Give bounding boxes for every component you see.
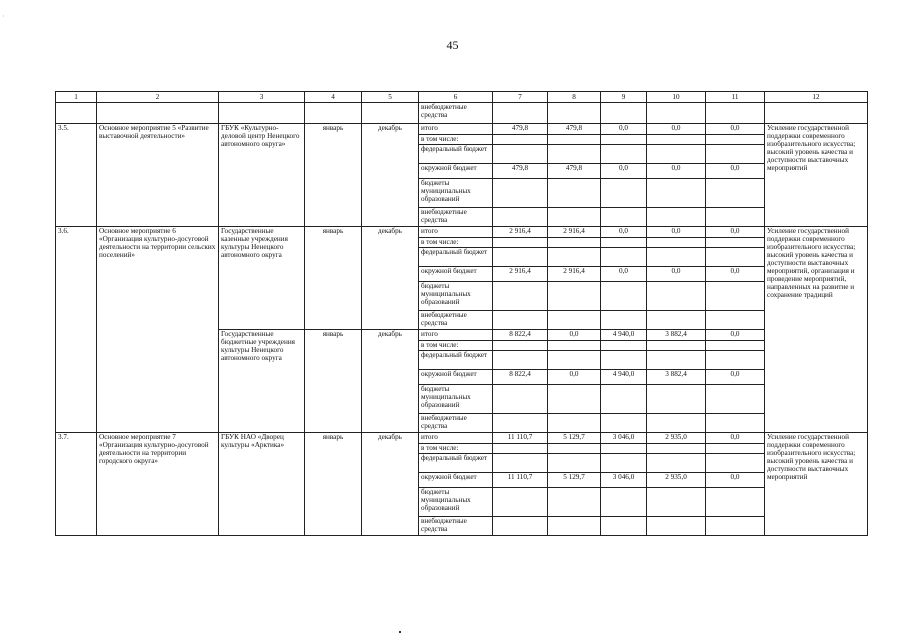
amount-v10 <box>647 282 706 311</box>
executor: ГБУК «Культурно-деловой центр Ненецкого автономного округа» <box>219 124 305 227</box>
activity-number: 3.5. <box>56 124 97 227</box>
funding-source: в том числе: <box>419 238 493 248</box>
amount-v8 <box>548 341 601 351</box>
page-number: 45 <box>446 38 459 52</box>
amount-v7 <box>493 145 548 164</box>
amount-v9 <box>601 179 647 208</box>
amount-v9 <box>601 135 647 145</box>
amount-v8: 0,0 <box>548 370 601 385</box>
empty-cell <box>219 103 305 124</box>
end-month: декабрь <box>362 330 419 433</box>
amount-v11 <box>706 414 765 433</box>
funding-source: итого <box>419 330 493 341</box>
amount-v9 <box>601 208 647 227</box>
amount-v10 <box>647 238 706 248</box>
column-header: 3 <box>219 92 305 103</box>
executor: Государственные бюджетные учреждения культуры Ненецкого автономного округа <box>219 330 305 433</box>
column-header: 6 <box>419 92 493 103</box>
amount-v10: 3 882,4 <box>647 370 706 385</box>
amount-v7: 11 110,7 <box>493 473 548 488</box>
funding-source: в том числе: <box>419 341 493 351</box>
amount-v8: 5 129,7 <box>548 433 601 444</box>
table-row <box>56 433 868 444</box>
funding-source: в том числе: <box>419 444 493 454</box>
amount-v7: 479,8 <box>493 164 548 179</box>
amount-v9 <box>601 145 647 164</box>
amount-v10: 3 882,4 <box>647 330 706 341</box>
funding-source: бюджеты муниципальных образований <box>419 179 493 208</box>
amount-v7: 8 822,4 <box>493 330 548 341</box>
amount-v11 <box>706 517 765 536</box>
amount-v8 <box>548 444 601 454</box>
amount-v11: 0,0 <box>706 124 765 135</box>
amount-v8 <box>548 454 601 473</box>
amount-v9 <box>601 454 647 473</box>
funding-source: федеральный бюджет <box>419 145 493 164</box>
amount-v8 <box>548 282 601 311</box>
end-month: декабрь <box>362 124 419 227</box>
amount-v11: 0,0 <box>706 330 765 341</box>
amount-v10 <box>647 248 706 267</box>
funding-source: окружной бюджет <box>419 473 493 488</box>
amount-v11 <box>706 135 765 145</box>
amount-v11 <box>706 488 765 517</box>
column-header: 2 <box>97 92 219 103</box>
activity-name: Основное мероприятие 5 «Развитие выставочной деятельности» <box>97 124 219 227</box>
funding-source: федеральный бюджет <box>419 248 493 267</box>
empty-cell <box>56 103 97 124</box>
amount-v8: 2 916,4 <box>548 267 601 282</box>
header-row <box>56 92 868 103</box>
column-header: 8 <box>548 92 601 103</box>
amount-v10: 2 935,0 <box>647 433 706 444</box>
amount-v10 <box>647 179 706 208</box>
funding-source: внебюджетные средства <box>419 103 493 124</box>
start-month: январь <box>305 330 362 433</box>
amount-v7: 11 110,7 <box>493 433 548 444</box>
amount-v7 <box>493 135 548 145</box>
column-header: 12 <box>765 92 868 103</box>
empty-cell <box>362 103 419 124</box>
amount-v10 <box>647 454 706 473</box>
amount-v7 <box>493 414 548 433</box>
funding-source: внебюджетные средства <box>419 517 493 536</box>
funding-source: федеральный бюджет <box>419 454 493 473</box>
amount-v7: 8 822,4 <box>493 370 548 385</box>
amount-v9 <box>601 444 647 454</box>
funding-source: внебюджетные средства <box>419 208 493 227</box>
amount-v7 <box>493 517 548 536</box>
column-header: 9 <box>601 92 647 103</box>
amount-v8: 479,8 <box>548 164 601 179</box>
amount-v10 <box>647 341 706 351</box>
amount-v10 <box>647 135 706 145</box>
amount-v7 <box>493 444 548 454</box>
amount-v9: 4 940,0 <box>601 370 647 385</box>
activity-number: 3.7. <box>56 433 97 536</box>
amount-v10 <box>647 311 706 330</box>
amount-v10 <box>647 414 706 433</box>
amount-v10: 0,0 <box>647 124 706 135</box>
empty-cell <box>601 103 647 124</box>
amount-v11 <box>706 248 765 267</box>
program-table <box>55 91 868 536</box>
activity-number: 3.6. <box>56 227 97 433</box>
funding-source: итого <box>419 124 493 135</box>
amount-v9: 4 940,0 <box>601 330 647 341</box>
amount-v11 <box>706 179 765 208</box>
amount-v8 <box>548 351 601 370</box>
amount-v9: 3 046,0 <box>601 433 647 444</box>
amount-v11: 0,0 <box>706 370 765 385</box>
amount-v7: 479,8 <box>493 124 548 135</box>
amount-v10: 0,0 <box>647 267 706 282</box>
activity-name: Основное мероприятие 6 «Организация культурно-досуговой деятельности на территории сельских поселений» <box>97 227 219 433</box>
amount-v8 <box>548 208 601 227</box>
amount-v9 <box>601 488 647 517</box>
funding-source: бюджеты муниципальных образований <box>419 488 493 517</box>
amount-v11 <box>706 145 765 164</box>
amount-v10 <box>647 444 706 454</box>
amount-v9: 0,0 <box>601 227 647 238</box>
amount-v11 <box>706 454 765 473</box>
amount-v11 <box>706 351 765 370</box>
amount-v8 <box>548 145 601 164</box>
amount-v10: 2 935,0 <box>647 473 706 488</box>
amount-v8 <box>548 517 601 536</box>
amount-v10 <box>647 208 706 227</box>
amount-v10 <box>647 385 706 414</box>
funding-source: окружной бюджет <box>419 164 493 179</box>
amount-v11: 0,0 <box>706 473 765 488</box>
empty-cell <box>765 103 868 124</box>
amount-v8 <box>548 135 601 145</box>
funding-source: внебюджетные средства <box>419 311 493 330</box>
funding-source: итого <box>419 433 493 444</box>
amount-v7 <box>493 248 548 267</box>
amount-v10: 0,0 <box>647 164 706 179</box>
amount-v10: 0,0 <box>647 227 706 238</box>
amount-v9: 0,0 <box>601 164 647 179</box>
column-header: 1 <box>56 92 97 103</box>
empty-cell <box>647 103 706 124</box>
scan-dot <box>399 631 401 633</box>
amount-v7 <box>493 238 548 248</box>
amount-v7 <box>493 341 548 351</box>
funding-source: внебюджетные средства <box>419 414 493 433</box>
amount-v10 <box>647 351 706 370</box>
amount-v11 <box>706 311 765 330</box>
amount-v7 <box>493 311 548 330</box>
amount-v8 <box>548 179 601 208</box>
amount-v8 <box>548 248 601 267</box>
amount-v8: 0,0 <box>548 330 601 341</box>
amount-v9 <box>601 341 647 351</box>
end-month: декабрь <box>362 227 419 330</box>
amount-v8 <box>548 385 601 414</box>
amount-v8: 479,8 <box>548 124 601 135</box>
amount-v11: 0,0 <box>706 164 765 179</box>
amount-v7 <box>493 488 548 517</box>
funding-source: окружной бюджет <box>419 370 493 385</box>
amount-v9: 0,0 <box>601 267 647 282</box>
expected-result: Усиление государственной поддержки современного изобразительного искусства; высокий уровень качества и доступности выставочных мероприятий, организация и проведение мероприятий, направленных на развитие и сохранение традиций <box>765 227 868 433</box>
scan-mark: · <box>2 12 5 21</box>
activity-name: Основное мероприятие 7 «Организация культурно-досуговой деятельности на территории городского округа» <box>97 433 219 536</box>
empty-cell <box>706 103 765 124</box>
column-header: 4 <box>305 92 362 103</box>
amount-v10 <box>647 145 706 164</box>
funding-source: федеральный бюджет <box>419 351 493 370</box>
amount-v11: 0,0 <box>706 227 765 238</box>
column-header: 10 <box>647 92 706 103</box>
amount-v7 <box>493 351 548 370</box>
expected-result: Усиление государственной поддержки современного изобразительного искусства; высокий уровень качества и доступности выставочных мероприятий <box>765 433 868 536</box>
funding-source: в том числе: <box>419 135 493 145</box>
empty-cell <box>493 103 548 124</box>
start-month: январь <box>305 227 362 330</box>
amount-v10 <box>647 488 706 517</box>
amount-v9 <box>601 248 647 267</box>
column-header: 7 <box>493 92 548 103</box>
column-header: 5 <box>362 92 419 103</box>
amount-v9 <box>601 238 647 248</box>
amount-v9: 0,0 <box>601 124 647 135</box>
amount-v11 <box>706 208 765 227</box>
amount-v11 <box>706 238 765 248</box>
table-row <box>56 124 868 135</box>
column-header: 11 <box>706 92 765 103</box>
amount-v9 <box>601 282 647 311</box>
empty-cell <box>305 103 362 124</box>
amount-v8 <box>548 488 601 517</box>
amount-v9 <box>601 414 647 433</box>
empty-cell <box>548 103 601 124</box>
amount-v9: 3 046,0 <box>601 473 647 488</box>
amount-v11: 0,0 <box>706 433 765 444</box>
amount-v7 <box>493 282 548 311</box>
executor: Государственные казенные учреждения культуры Ненецкого автономного округа <box>219 227 305 330</box>
amount-v10 <box>647 517 706 536</box>
table-row <box>56 227 868 238</box>
amount-v11: 0,0 <box>706 267 765 282</box>
executor: ГБУК НАО «Дворец культуры «Арктика» <box>219 433 305 536</box>
amount-v11 <box>706 444 765 454</box>
amount-v9 <box>601 311 647 330</box>
amount-v7 <box>493 208 548 227</box>
amount-v11 <box>706 385 765 414</box>
end-month: декабрь <box>362 433 419 536</box>
start-month: январь <box>305 433 362 536</box>
amount-v7 <box>493 179 548 208</box>
amount-v7 <box>493 454 548 473</box>
funding-source: итого <box>419 227 493 238</box>
funding-source: окружной бюджет <box>419 267 493 282</box>
amount-v9 <box>601 517 647 536</box>
expected-result: Усиление государственной поддержки современного изобразительного искусства; высокий уровень качества и доступности выставочных мероприятий <box>765 124 868 227</box>
amount-v7: 2 916,4 <box>493 227 548 238</box>
funding-source: бюджеты муниципальных образований <box>419 282 493 311</box>
amount-v9 <box>601 351 647 370</box>
start-month: январь <box>305 124 362 227</box>
amount-v8: 2 916,4 <box>548 227 601 238</box>
amount-v8: 5 129,7 <box>548 473 601 488</box>
amount-v8 <box>548 311 601 330</box>
amount-v9 <box>601 385 647 414</box>
amount-v8 <box>548 238 601 248</box>
amount-v11 <box>706 341 765 351</box>
carry-over-row <box>56 103 868 124</box>
amount-v8 <box>548 414 601 433</box>
amount-v11 <box>706 282 765 311</box>
amount-v7 <box>493 385 548 414</box>
funding-source: бюджеты муниципальных образований <box>419 385 493 414</box>
empty-cell <box>97 103 219 124</box>
amount-v7: 2 916,4 <box>493 267 548 282</box>
